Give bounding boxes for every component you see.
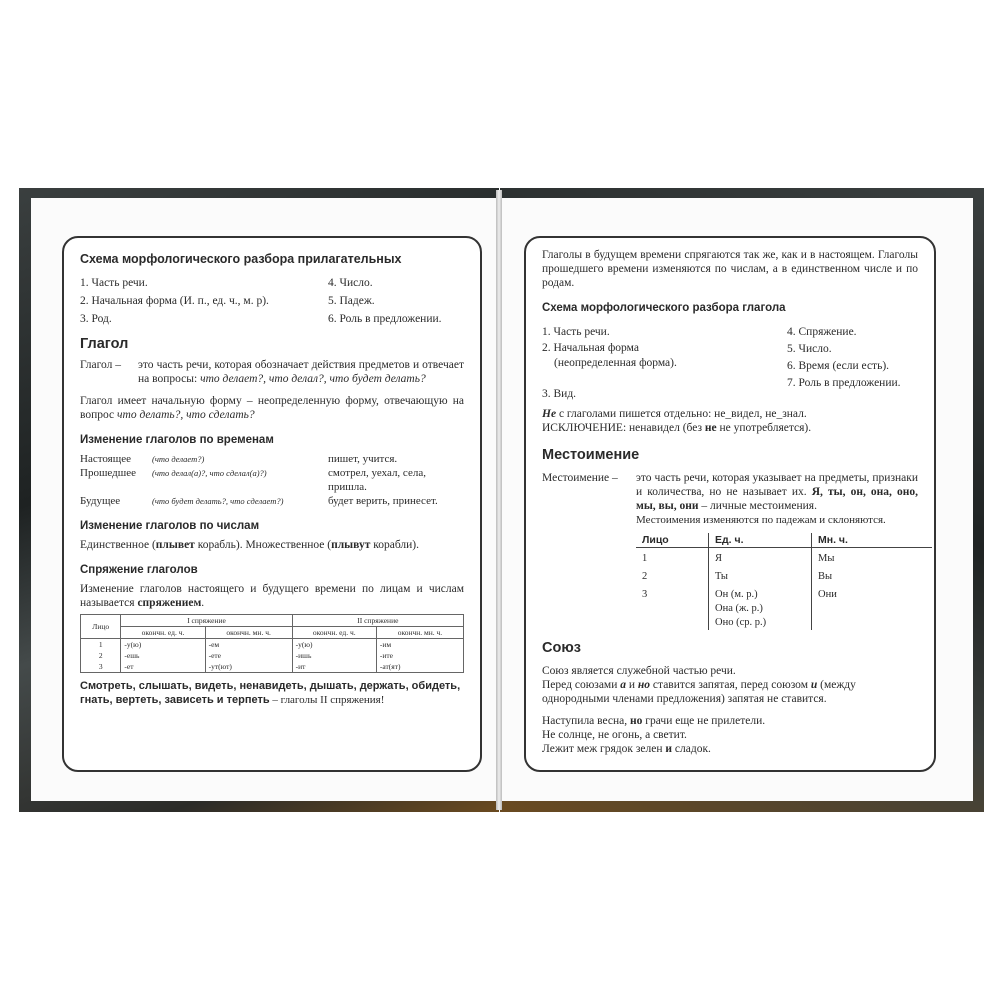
pronoun-definition: Местоимение – это часть речи, которая указывает на предметы, признаки и количества, но не называет их. Я, ты, он, она, оно, мы, вы, они – личные местоимения.	[542, 472, 919, 512]
adj-item: 1. Часть речи.	[80, 277, 148, 289]
verb-scheme-list	[542, 324, 918, 403]
conj-ii-header: II спряжение	[292, 615, 463, 627]
conj-face-header: Лицо	[81, 615, 121, 639]
table-row: Оно (ср. р.)	[636, 616, 932, 630]
adj-item: 2. Начальная форма (И. п., ед. ч., м. р).	[80, 295, 269, 307]
adj-item: 3. Род.	[80, 313, 112, 325]
verb-scheme-title: Схема морфологического разбора глагола	[542, 302, 786, 314]
tense-question: (что будет делать?, что сделает?)	[152, 496, 284, 506]
ne-exception: ИСКЛЮЧЕНИЕ: ненавидел (без не не употребляется).	[542, 422, 812, 434]
verb-scheme-item: 7. Роль в предложении.	[787, 377, 901, 389]
adjective-scheme-list	[80, 274, 464, 328]
conjunction-line: Союз является служебной частью речи.	[542, 665, 736, 677]
table-row: 1 Я Мы	[636, 548, 932, 567]
pron-header: Ед. ч.	[709, 533, 812, 548]
tense-list	[80, 452, 464, 508]
verb-title: Глагол	[80, 336, 129, 352]
pron-header: Мн. ч.	[812, 533, 933, 548]
conj-i-header: I спряжение	[121, 615, 292, 627]
adj-item: 6. Роль в предложении.	[328, 313, 442, 325]
verb-scheme-item: 3. Вид.	[542, 388, 577, 400]
pronoun-term: Местоимение –	[542, 472, 618, 484]
pron-header: Лицо	[636, 533, 709, 548]
verb-scheme-item: 1. Часть речи.	[542, 326, 610, 338]
verb-definition	[80, 358, 464, 386]
conjunction-rule: Перед союзами а и но ставится запятая, перед союзом и (между однородными членами предложения) запятая не ставится.	[542, 679, 856, 705]
pronoun-title: Местоимение	[542, 447, 640, 463]
verb-def-questions: что делает?, что делал?, что будет делать?	[200, 373, 426, 385]
tense-name: Будущее	[80, 495, 121, 507]
tense-name: Настоящее	[80, 453, 131, 465]
tense-example: пишет, учится.	[328, 453, 398, 465]
example-line: Наступила весна, но грачи еще не прилетели.	[542, 715, 766, 727]
conj-sub-header: окончн. мн. ч.	[205, 627, 292, 639]
conj-sub-header: окончн. ед. ч.	[121, 627, 205, 639]
table-row: 3 Он (м. р.) Они	[636, 584, 932, 602]
right-panel	[524, 236, 936, 772]
verb-scheme-item: 6. Время (если есть).	[787, 360, 890, 372]
conj-sub-header: окончн. мн. ч.	[376, 627, 463, 639]
conjugation-title: Спряжение глаголов	[80, 564, 198, 576]
table-row: 1 -у(ю) -ем -у(ю) -им	[81, 639, 464, 651]
conjugation-text: Изменение глаголов настоящего и будущего времени по лицам и числам называется спряжением.	[80, 583, 464, 609]
conj-sub-header: окончн. ед. ч.	[292, 627, 376, 639]
book-spine	[496, 190, 502, 810]
verb-scheme-item: 5. Число.	[787, 343, 832, 355]
adj-item: 4. Число.	[328, 277, 373, 289]
verb-def-text: это часть речи, которая обозначает действия предметов и отвечает на вопросы:	[138, 359, 464, 385]
number-text: Единственное (плывет корабль). Множественное (плывут корабли).	[80, 539, 420, 551]
table-row: 2 Ты Вы	[636, 566, 932, 584]
verb-scheme-item: (неопределенная форма).	[554, 357, 677, 369]
ne-rule: Не с глаголами пишется отдельно: не_видел, не_знал.	[542, 408, 807, 420]
example-line: Не солнце, не огонь, а светит.	[542, 729, 687, 741]
table-row: Она (ж. р.)	[636, 602, 932, 616]
adjective-scheme-title: Схема морфологического разбора прилагательных	[80, 252, 402, 266]
conjugation-table	[80, 614, 464, 673]
left-panel	[62, 236, 482, 772]
table-row: 3 -ет -ут(ют) -ит -ат(ят)	[81, 661, 464, 673]
tense-example: будет верить, принесет.	[328, 495, 438, 507]
adj-item: 5. Падеж.	[328, 295, 375, 307]
table-row: 2 -ешь -ете -ишь -ите	[81, 650, 464, 661]
pronoun-table	[636, 533, 932, 630]
tense-question: (что делает?)	[152, 454, 205, 464]
tense-row	[80, 494, 464, 508]
verb-term: Глагол –	[80, 359, 122, 371]
tense-row	[80, 452, 464, 466]
example-line: Лежит меж грядок зелен и сладок.	[542, 743, 711, 755]
number-title: Изменение глаголов по числам	[80, 520, 260, 532]
conjunction-title: Союз	[542, 640, 581, 656]
tense-name: Прошедшее	[80, 467, 136, 479]
future-tense-text: Глаголы в будущем времени спрягаются так же, как и в настоящем. Глаголы прошедшего времени изменяются по числам, а в единственном числе и по родам.	[542, 249, 918, 289]
tense-row	[80, 466, 464, 494]
verb-initial-form	[80, 394, 464, 422]
verb-scheme-item: 4. Спряжение.	[787, 326, 857, 338]
verb-initial-questions: что делать?, что сделать?	[117, 409, 255, 421]
verb-initial-text: Глагол имеет начальную форму – неопределенную форму, отвечающую на вопрос	[80, 395, 464, 421]
tense-question: (что делал(а)?, что сделал(а)?)	[152, 468, 267, 478]
pronoun-note: Местоимения изменяются по падежам и склоняются.	[636, 514, 886, 526]
conjugation-exceptions: Смотреть, слышать, видеть, ненавидеть, дышать, держать, обидеть, гнать, вертеть, зависеть и терпеть – глаголы II спряжения!	[80, 680, 461, 706]
tense-example: смотрел, уехал, села, пришла.	[328, 467, 426, 493]
verb-scheme-item: 2. Начальная форма	[542, 342, 639, 354]
tense-title: Изменение глаголов по временам	[80, 434, 274, 446]
